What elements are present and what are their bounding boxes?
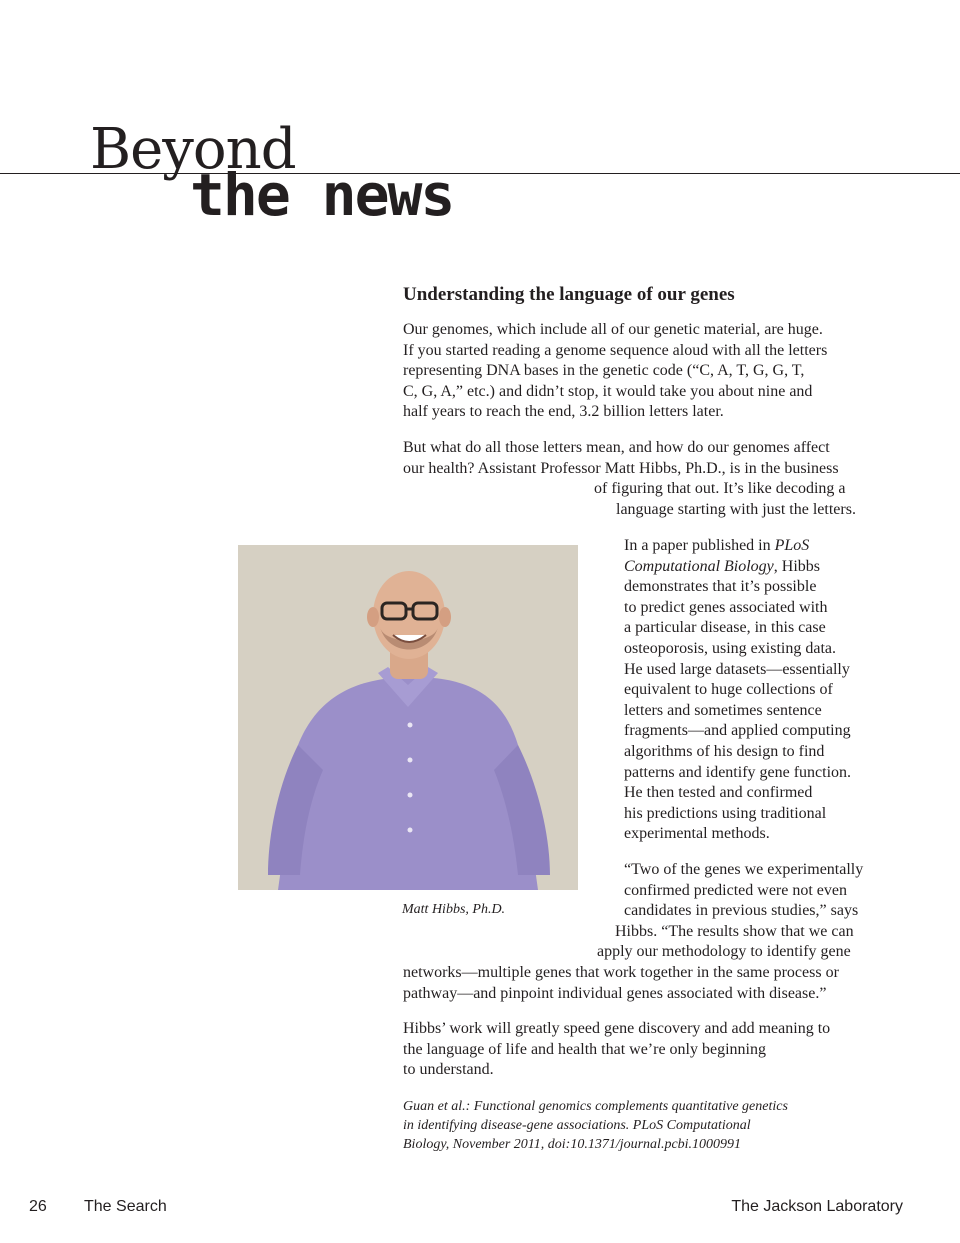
- line-text: his predictions using traditional: [624, 804, 827, 822]
- article-paragraph-1: [403, 320, 827, 423]
- line-text: fragments—and applied computing: [624, 722, 851, 740]
- paragraph-line: [624, 639, 851, 660]
- journal-name: Computational Biology: [624, 557, 774, 575]
- paragraph-line: [624, 742, 851, 763]
- paragraph-line: [624, 763, 851, 784]
- paragraph-line: C, G, A,” etc.) and didn’t stop, it would take you about nine and: [403, 382, 813, 400]
- article-paragraph-2: [403, 438, 856, 520]
- paragraph-line: But what do all those letters mean, and how do our genomes affect: [403, 439, 830, 456]
- paragraph-line: our health? Assistant Professor Matt Hibbs, Ph.D., is in the business: [403, 459, 839, 477]
- footer-organization-name: The Jackson Laboratory: [731, 1198, 903, 1215]
- banner-title-line1: Beyond: [90, 117, 296, 182]
- line-text: a particular disease, in this case: [624, 619, 826, 637]
- paragraph-line: [624, 660, 851, 681]
- paragraph-line: apply our methodology to identify gene: [597, 943, 851, 961]
- paragraph-line: [624, 598, 851, 619]
- paragraph-line: to understand.: [403, 1061, 494, 1079]
- paragraph-line: [624, 824, 851, 845]
- line-text: He used large datasets—essentially: [624, 660, 850, 678]
- photo-caption: Matt Hibbs, Ph.D.: [402, 902, 506, 917]
- line-text: In a paper published in: [624, 537, 775, 554]
- article-paragraph-3: [624, 536, 851, 845]
- paragraph-line: pathway—and pinpoint individual genes associated with disease.”: [403, 984, 827, 1002]
- citation-line: Biology, November 2011, doi:10.1371/journal.pcbi.1000991: [403, 1137, 742, 1152]
- paragraph-line: Hibbs. “The results show that we can: [615, 922, 854, 940]
- paragraph-line: confirmed predicted were not even: [624, 881, 848, 899]
- line-text: algorithms of his design to find: [624, 742, 825, 760]
- article-headline: Understanding the language of our genes: [403, 284, 735, 305]
- line-text: demonstrates that it’s possible: [624, 578, 817, 596]
- paragraph-line: of figuring that out. It’s like decoding a: [594, 480, 846, 498]
- citation-line: Guan et al.: Functional genomics complements quantitative genetics: [403, 1099, 788, 1114]
- banner-title-line2: the news: [190, 161, 454, 229]
- paragraph-line: [624, 680, 851, 701]
- line-text: equivalent to huge collections of: [624, 681, 833, 699]
- journal-name: PLoS: [774, 537, 810, 554]
- paragraph-line: Our genomes, which include all of our genetic material, are huge.: [403, 321, 823, 338]
- line-text: patterns and identify gene function.: [624, 763, 852, 781]
- paragraph-line: networks—multiple genes that work together in the same process or: [403, 963, 839, 981]
- paragraph-line: candidates in previous studies,” says: [624, 902, 859, 920]
- paragraph-line: representing DNA bases in the genetic code (“C, A, T, G, G, T,: [403, 362, 805, 380]
- footer-page-number: 26: [29, 1198, 47, 1215]
- citation-line: in identifying disease-gene associations. PLoS Computational: [403, 1118, 751, 1133]
- paragraph-line: language starting with just the letters.: [616, 500, 856, 518]
- paragraph-line: [624, 804, 851, 825]
- line-text: He then tested and confirmed: [624, 784, 813, 802]
- footer-publication-name: The Search: [84, 1198, 167, 1215]
- paragraph-line: If you started reading a genome sequence aloud with all the letters: [403, 341, 828, 359]
- line-text: to predict genes associated with: [624, 598, 828, 616]
- paragraph-line: [624, 557, 851, 578]
- portrait-illustration: [238, 545, 578, 890]
- paragraph-line: the language of life and health that we’re only beginning: [403, 1040, 766, 1058]
- portrait-photo: [238, 545, 578, 890]
- paragraph-line: [624, 721, 851, 742]
- paragraph-line: [624, 618, 851, 639]
- paragraph-line: [624, 536, 851, 557]
- line-text: experimental methods.: [624, 825, 770, 843]
- paragraph-line: “Two of the genes we experimentally: [624, 861, 864, 878]
- paragraph-line: [624, 701, 851, 722]
- line-text: , Hibbs: [773, 557, 821, 575]
- article-citation: [403, 1097, 788, 1154]
- line-text: letters and sometimes sentence: [624, 701, 822, 719]
- paragraph-line: [624, 783, 851, 804]
- line-text: osteoporosis, using existing data.: [624, 639, 836, 657]
- paragraph-line: [624, 577, 851, 598]
- article-paragraph-5: [403, 1019, 830, 1081]
- paragraph-line: Hibbs’ work will greatly speed gene discovery and add meaning to: [403, 1020, 831, 1037]
- paragraph-line: half years to reach the end, 3.2 billion letters later.: [403, 403, 724, 421]
